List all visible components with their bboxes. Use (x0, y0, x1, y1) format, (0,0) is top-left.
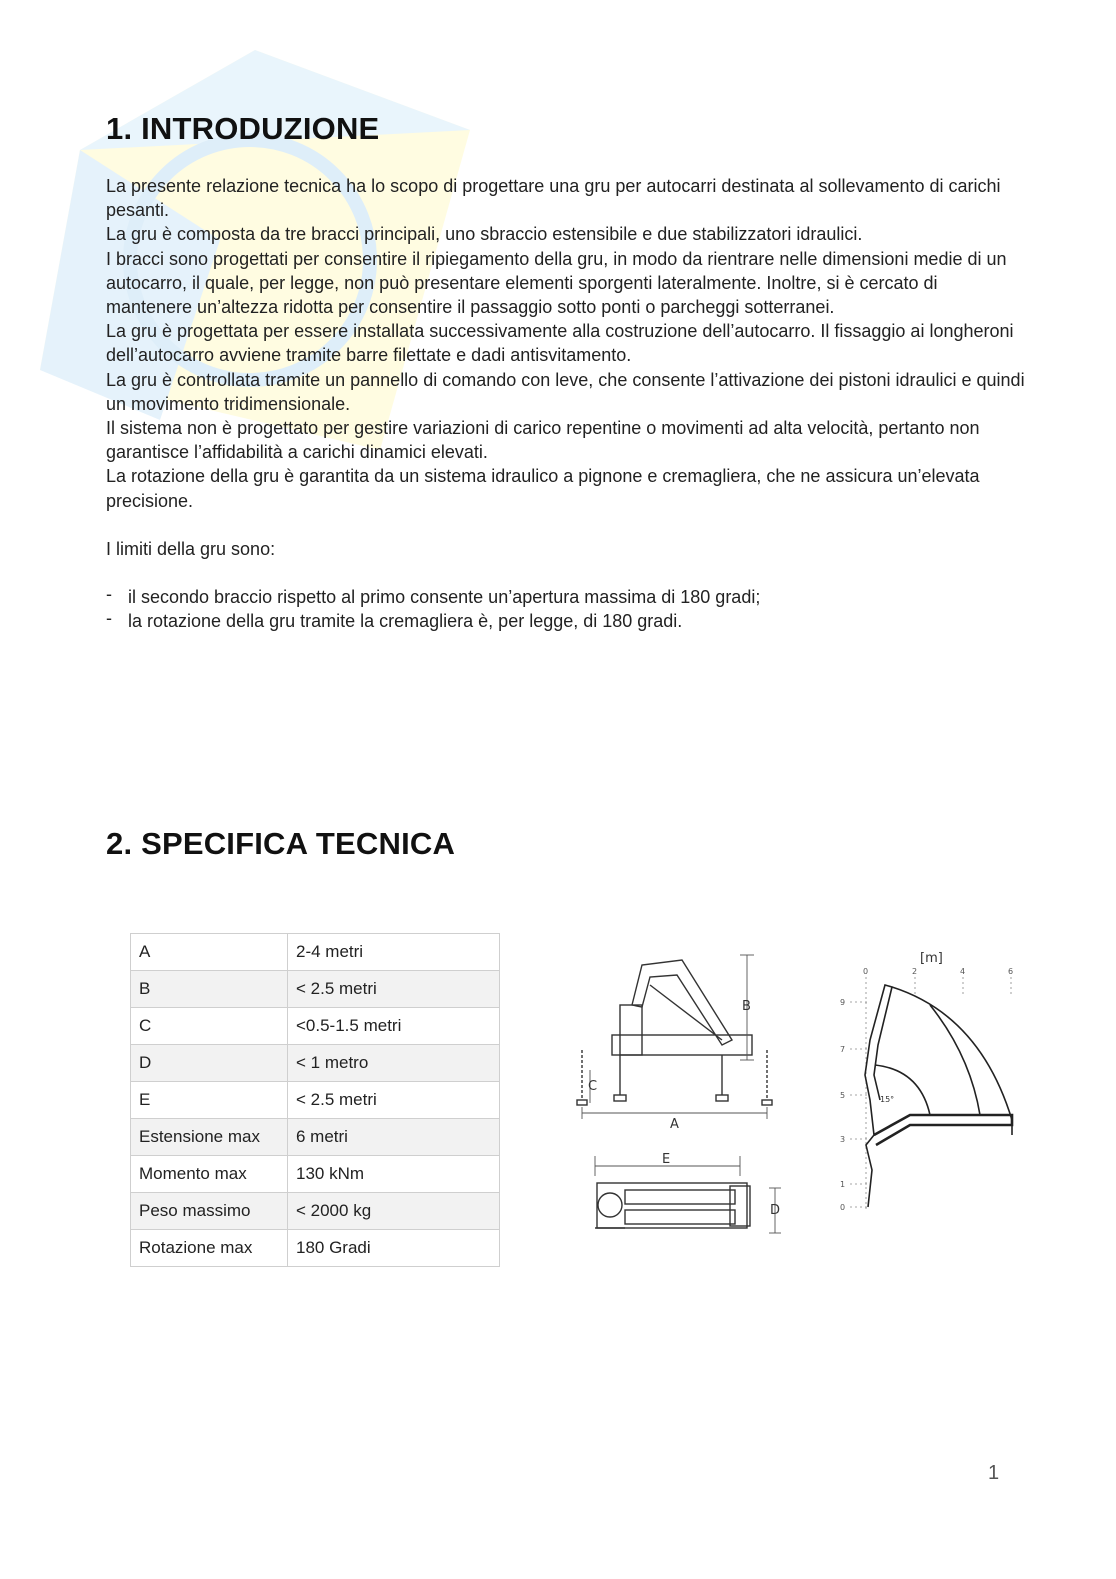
spec-key: B (131, 971, 288, 1008)
spec-key: D (131, 1045, 288, 1082)
limits-intro: I limiti della gru sono: (106, 538, 276, 559)
dimension-label-e: E (662, 1152, 671, 1167)
crane-reach-diagram (830, 945, 1035, 1220)
table-row (131, 1082, 500, 1119)
dimension-label-a: A (670, 1117, 679, 1132)
spec-key: E (131, 1082, 288, 1119)
x-tick: 4 (960, 967, 966, 976)
y-tick: 0 (840, 1203, 846, 1212)
table-row (131, 971, 500, 1008)
spec-key: Rotazione max (131, 1230, 288, 1267)
paragraph: I bracci sono progettati per consentire il ripiegamento della gru, in modo da rientrare nelle dimensioni medie di un autocarro, il quale, per legge, non può presentare elementi sporgenti lateralmente. Inoltre, si è cercato di mantenere un’altezza ridotta per consentire il passaggio sotto ponti o parcheggi sotterranei. (106, 248, 1007, 318)
paragraph: La presente relazione tecnica ha lo scopo di progettare una gru per autocarri destinata al sollevamento di carichi pesanti. (106, 176, 1001, 221)
dimension-label-d: D (770, 1203, 781, 1218)
y-tick: 7 (840, 1045, 846, 1054)
spec-value: < 2.5 metri (288, 971, 500, 1008)
spec-value: < 1 metro (288, 1045, 500, 1082)
y-tick: 3 (840, 1135, 846, 1144)
spec-value: <0.5-1.5 metri (288, 1008, 500, 1045)
y-tick: 1 (840, 1180, 846, 1189)
spec-value: < 2.5 metri (288, 1082, 500, 1119)
spec-value: < 2000 kg (288, 1193, 500, 1230)
spec-value: 180 Gradi (288, 1230, 500, 1267)
spec-table (130, 933, 500, 1267)
spec-value: 2-4 metri (288, 934, 500, 971)
paragraph: La rotazione della gru è garantita da un sistema idraulico a pignone e cremagliera, che ne assicura un’elevata precisione. (106, 466, 980, 511)
paragraph: La gru è controllata tramite un pannello di comando con leve, che consente l’attivazione dei pistoni idraulici e quindi un movimento tridimensionale. (106, 369, 1025, 414)
table-row (131, 934, 500, 971)
x-tick: 6 (1008, 967, 1014, 976)
intro-body (106, 174, 1026, 633)
section-title-specifica: 2. SPECIFICA TECNICA (106, 826, 456, 861)
section-title-introduzione: 1. INTRODUZIONE (106, 111, 380, 146)
spec-key: Momento max (131, 1156, 288, 1193)
angle-label: 15° (880, 1095, 895, 1104)
y-tick: 5 (840, 1091, 846, 1100)
paragraph: La gru è composta da tre bracci principali, uno sbraccio estensibile e due stabilizzatori idraulici. (106, 224, 863, 245)
dimension-label-b: B (742, 999, 751, 1014)
limits-list (106, 585, 1026, 633)
spec-key: Estensione max (131, 1119, 288, 1156)
table-row (131, 1008, 500, 1045)
paragraph: La gru è progettata per essere installata successivamente alla costruzione dell’autocarro. Il fissaggio ai longheroni dell’autocarro avviene tramite barre filettate e dadi antisvitamento. (106, 321, 1014, 366)
list-item: - il secondo braccio rispetto al primo consente un’apertura massima di 180 gradi; (106, 585, 1026, 609)
table-row (131, 1156, 500, 1193)
crane-top-view-drawing (585, 1148, 785, 1238)
x-tick: 2 (912, 967, 918, 976)
dimension-label-c: C (588, 1079, 598, 1094)
table-row (131, 1119, 500, 1156)
x-tick: 0 (863, 967, 869, 976)
crane-side-view-drawing (572, 945, 792, 1140)
spec-key: A (131, 934, 288, 971)
table-row (131, 1045, 500, 1082)
table-row (131, 1193, 500, 1230)
spec-key: Peso massimo (131, 1193, 288, 1230)
paragraph: Il sistema non è progettato per gestire variazioni di carico repentine o movimenti ad alta velocità, pertanto non garantisce l’affidabilità a carichi dinamici elevati. (106, 418, 980, 463)
spec-value: 130 kNm (288, 1156, 500, 1193)
spec-value: 6 metri (288, 1119, 500, 1156)
page-number: 1 (988, 1462, 1000, 1484)
table-row (131, 1230, 500, 1267)
spec-key: C (131, 1008, 288, 1045)
list-item: - la rotazione della gru tramite la cremagliera è, per legge, di 180 gradi. (106, 609, 1026, 633)
unit-label: [m] (920, 951, 943, 966)
y-tick: 9 (840, 998, 846, 1007)
